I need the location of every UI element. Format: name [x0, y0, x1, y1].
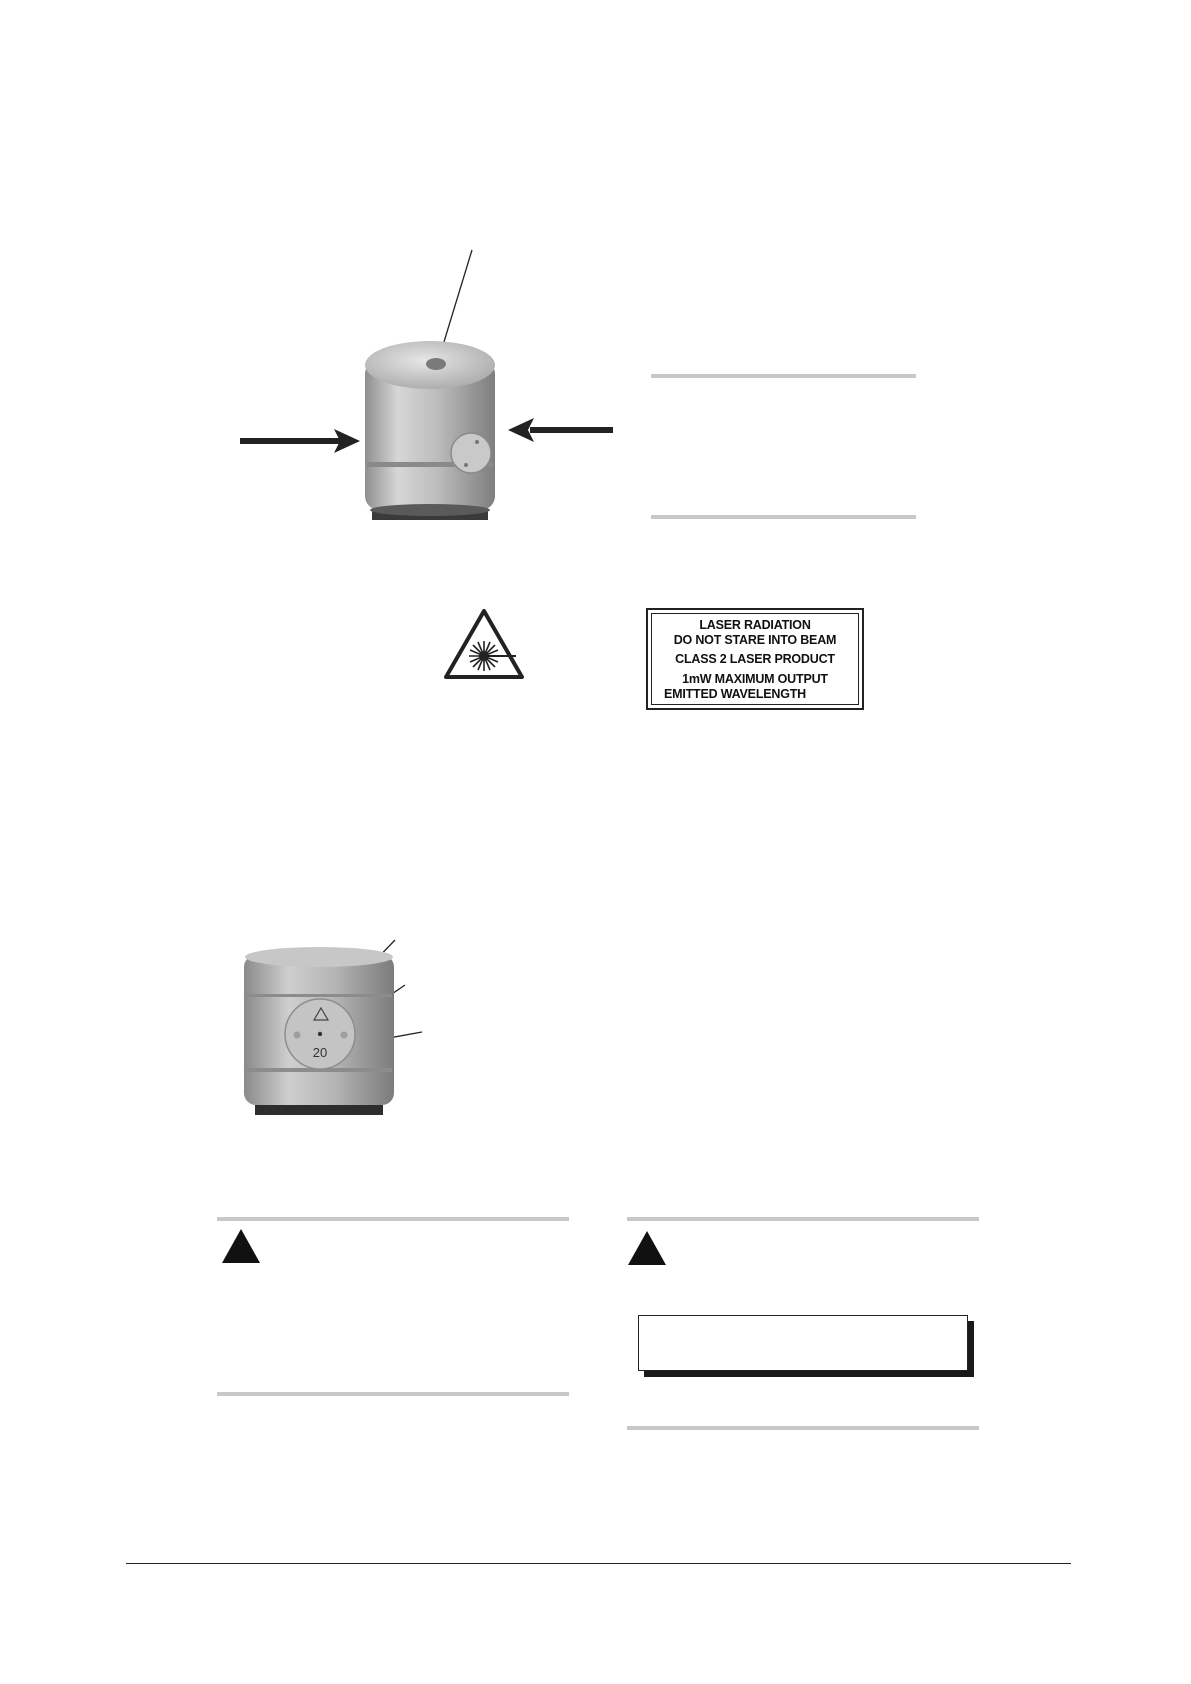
device-marking: 20 [312, 1045, 328, 1060]
device-figure-top [240, 240, 620, 530]
warning-triangle-icon [221, 1228, 261, 1264]
notice-box [638, 1315, 968, 1371]
footer-rule [126, 1563, 1071, 1564]
device-figure-side [240, 935, 430, 1120]
label-line: LASER RADIATION [699, 618, 811, 632]
laser-classification-label [646, 608, 864, 710]
warning-triangle-icon [627, 1230, 667, 1266]
label-line: DO NOT STARE INTO BEAM [673, 633, 837, 647]
label-line: 1mW MAXIMUM OUTPUT [682, 672, 828, 686]
label-line: EMITTED WAVELENGTH [664, 687, 806, 701]
rule [651, 515, 916, 519]
rule [217, 1392, 569, 1396]
rule [627, 1426, 979, 1430]
rule [627, 1217, 979, 1221]
label-line: CLASS 2 LASER PRODUCT [675, 652, 835, 666]
rule [217, 1217, 569, 1221]
rule [651, 374, 916, 378]
laser-warning-triangle-icon [442, 607, 526, 683]
